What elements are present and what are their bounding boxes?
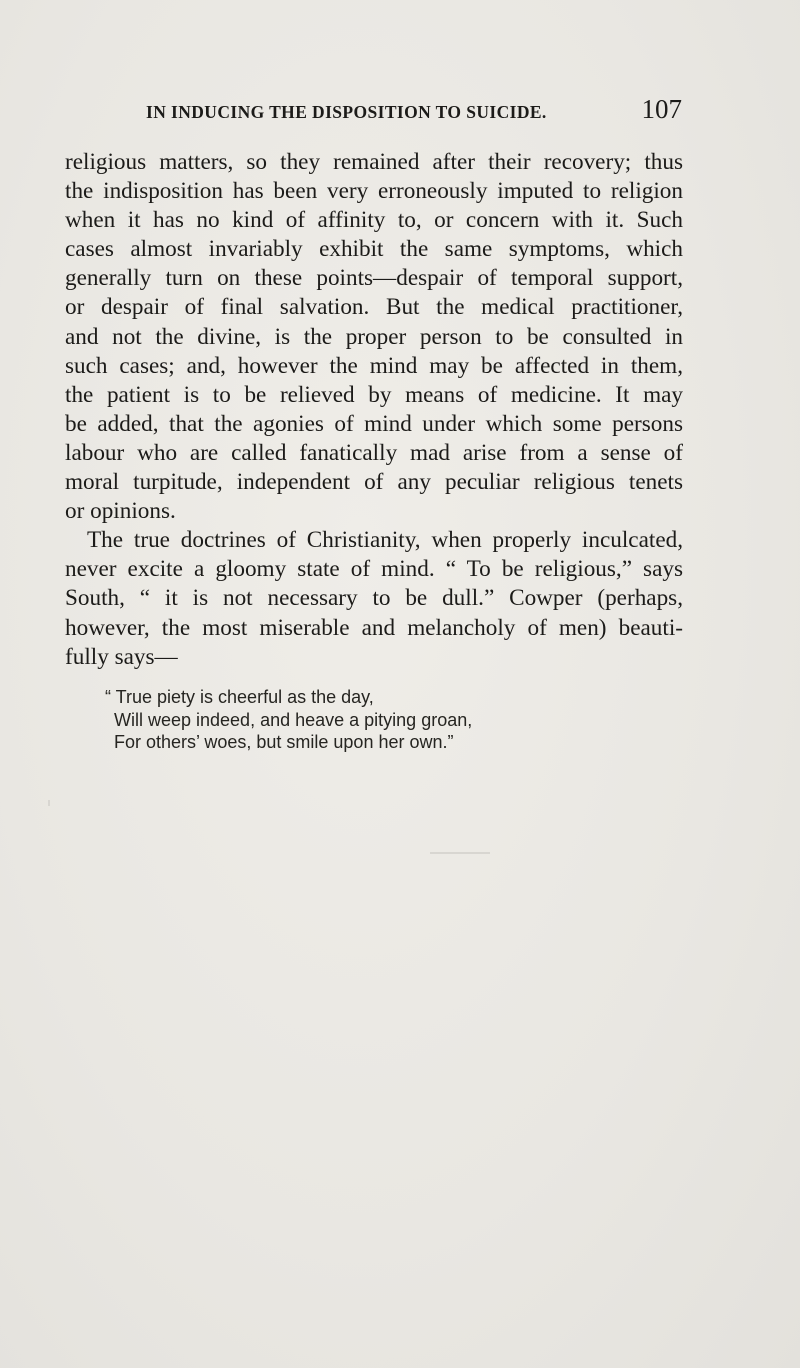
text-line: moral turpitude, independent of any peculiar religious tenets — [65, 469, 683, 496]
text-line: such cases; and, however the mind may be affected in them, — [65, 352, 683, 379]
verse-line: For others’ woes, but smile upon her own.” — [114, 732, 454, 752]
text-line: and not the divine, is the proper person to be consulted in — [65, 323, 683, 350]
page-number: 107 — [641, 94, 682, 124]
running-title: IN INDUCING THE DISPOSITION TO SUICIDE. — [146, 102, 547, 122]
paper-mark — [48, 800, 50, 806]
paper-mark — [430, 852, 490, 854]
text-line: cases almost invariably exhibit the same symptoms, which — [65, 236, 683, 263]
running-head — [146, 92, 682, 132]
text-line: or opinions. — [65, 498, 176, 525]
text-line: fully says— — [65, 643, 178, 670]
text-line: or despair of final salvation. But the medical practitioner, — [65, 294, 683, 321]
verse-line: Will weep indeed, and heave a pitying groan, — [114, 709, 473, 730]
body-text — [65, 148, 683, 672]
text-line: South, “ it is not necessary to be dull.” Cowper (perhaps, — [65, 585, 683, 612]
text-line: The true doctrines of Christianity, when properly inculcated, — [87, 527, 683, 554]
text-line: the indisposition has been very erroneously imputed to religion — [65, 178, 683, 205]
text-line: religious matters, so they remained after their recovery; thus — [65, 149, 683, 175]
text-line: never excite a gloomy state of mind. “ To be religious,” says — [65, 556, 683, 583]
text-line: the patient is to be relieved by means of medicine. It may — [65, 381, 683, 408]
verse-line: “ True piety is cheerful as the day, — [105, 687, 374, 707]
text-line: generally turn on these points—despair of temporal support, — [65, 265, 683, 292]
text-line: be added, that the agonies of mind under which some persons — [65, 410, 683, 437]
text-line: labour who are called fanatically mad arise from a sense of — [65, 439, 683, 466]
text-line: when it has no kind of affinity to, or concern with it. Such — [65, 207, 683, 234]
verse-quotation — [105, 686, 472, 754]
text-line: however, the most miserable and melancholy of men) beauti- — [65, 614, 683, 641]
